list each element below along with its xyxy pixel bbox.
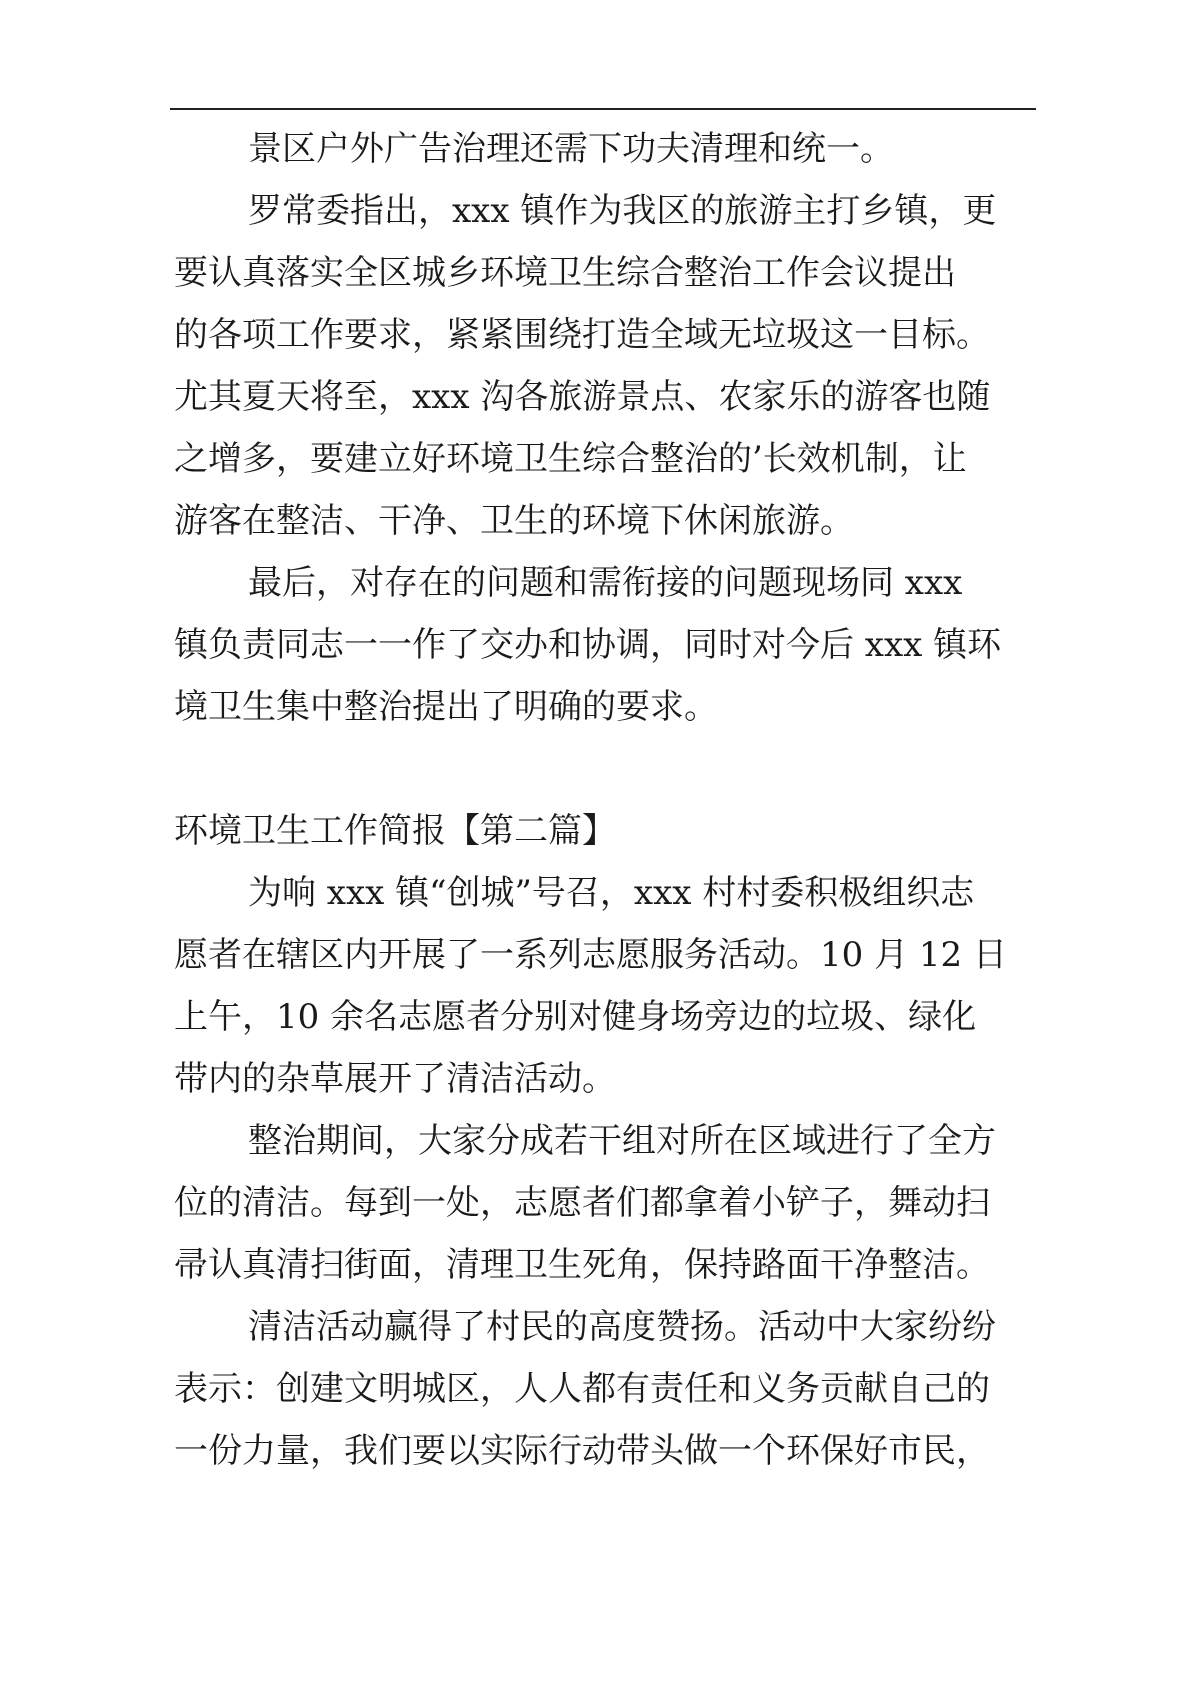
paragraph-2 — [174, 180, 1036, 552]
paragraph-3 — [174, 552, 1036, 738]
paragraph-line: 境卫生集中整治提出了明确的要求。 — [174, 687, 718, 727]
paragraph-line: 游客在整洁、干净、卫生的环境下休闲旅游。 — [174, 501, 854, 541]
paragraph-1 — [174, 118, 1036, 180]
paragraph-line: 表示：创建文明城区，人人都有责任和义务贡献自己的 — [174, 1369, 990, 1409]
header-rule — [170, 108, 1036, 110]
paragraph-line: 之增多，要建立好环境卫生综合整治的’长效机制，让 — [174, 439, 967, 479]
paragraph-line: 尤其夏天将至，xxx 沟各旅游景点、农家乐的游客也随 — [174, 377, 991, 417]
paragraph-line: 带内的杂草展开了清洁活动。 — [174, 1059, 616, 1099]
paragraph-line: 镇负责同志一一作了交办和协调，同时对今后 xxx 镇环 — [174, 625, 1002, 665]
paragraph-line: 一份力量，我们要以实际行动带头做一个环保好市民， — [174, 1431, 990, 1471]
paragraph-4 — [174, 862, 1036, 1110]
paragraph-line: 整治期间，大家分成若干组对所在区域进行了全方 — [248, 1121, 996, 1161]
section-heading: 环境卫生工作简报【第二篇】 — [174, 811, 616, 851]
paragraph-line: 要认真落实全区城乡环境卫生综合整治工作会议提出 — [174, 253, 956, 293]
section-gap — [174, 738, 1036, 800]
paragraph-line: 的各项工作要求，紧紧围绕打造全域无垃圾这一目标。 — [174, 315, 990, 355]
paragraph-line: 清洁活动赢得了村民的高度赞扬。活动中大家纷纷 — [248, 1307, 996, 1347]
paragraph-line: 上午，10 余名志愿者分别对健身场旁边的垃圾、绿化 — [174, 997, 977, 1037]
paragraph-5 — [174, 1110, 1036, 1296]
document-body — [174, 118, 1036, 1482]
paragraph-line: 景区户外广告治理还需下功夫清理和统一。 — [248, 129, 894, 169]
paragraph-line: 最后，对存在的问题和需衔接的问题现场同 xxx — [248, 563, 963, 603]
paragraph-6 — [174, 1296, 1036, 1482]
paragraph-line: 罗常委指出，xxx 镇作为我区的旅游主打乡镇，更 — [248, 191, 997, 231]
paragraph-line: 帚认真清扫街面，清理卫生死角，保持路面干净整洁。 — [174, 1245, 990, 1285]
paragraph-line: 为响 xxx 镇“创城”号召，xxx 村村委积极组织志 — [248, 873, 975, 913]
paragraph-line: 位的清洁。每到一处，志愿者们都拿着小铲子，舞动扫 — [174, 1183, 990, 1223]
paragraph-line: 愿者在辖区内开展了一系列志愿服务活动。10 月 12 日 — [174, 935, 1007, 975]
